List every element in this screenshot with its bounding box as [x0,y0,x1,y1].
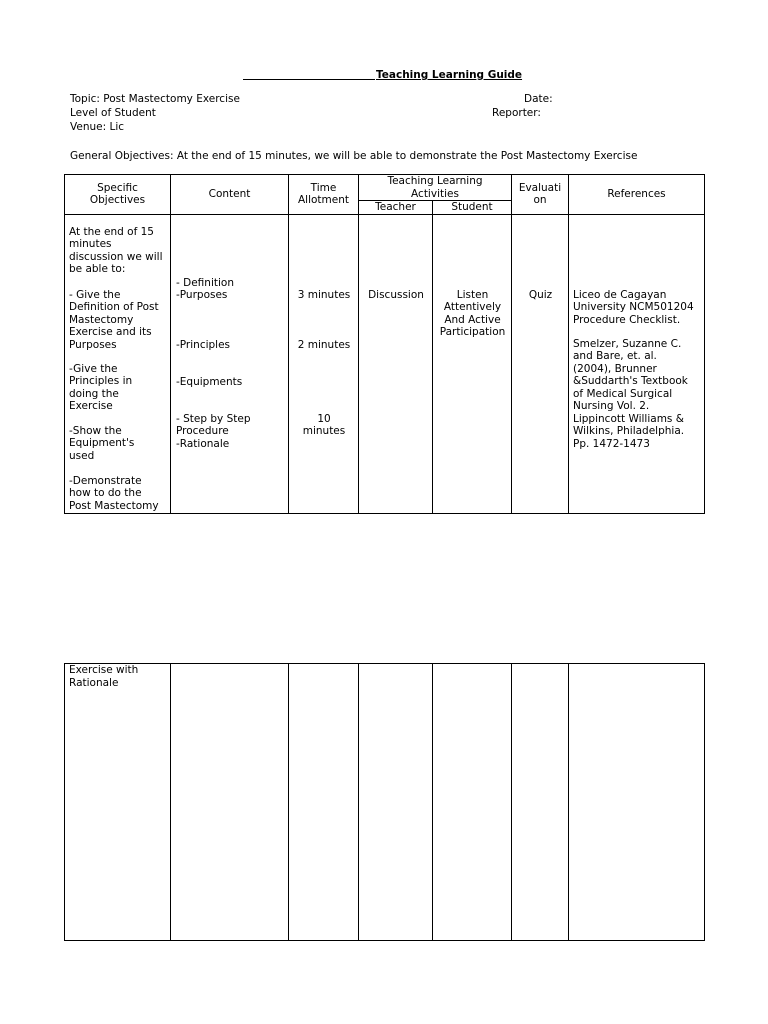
teacher-cell [359,214,433,513]
continuation-table [64,663,705,941]
student-cell [433,214,512,513]
evaluation-cell [512,214,569,513]
objective-definition: - Give the Definition of Post Mastectomy Exercise and its Purposes [69,288,159,351]
time-cell [289,214,359,513]
content-procedure: - Step by Step Procedure -Rationale [176,412,251,450]
student-activity: Listen Attentively And Active Participation [439,288,506,338]
header-teaching-learning-activities: Teaching Learning Activities [359,175,512,201]
objectives-cell [65,214,171,513]
continuation-time-cell [289,664,359,941]
title-underline-blank [243,79,375,80]
header-evaluation: Evaluati on [512,175,569,215]
page-title: Teaching Learning Guide [376,69,523,81]
reference-liceo: Liceo de Cagayan University NCM501204 Procedure Checklist. [573,288,694,326]
continuation-evaluation-cell [512,664,569,941]
header-student: Student [433,201,512,215]
objective-principles: -Give the Principles in doing the Exercise [69,362,133,412]
continuation-student-cell [433,664,512,941]
content-cell [171,214,289,513]
continuation-teacher-cell [359,664,433,941]
evaluation-quiz: Quiz [528,288,553,301]
general-objectives: General Objectives: At the end of 15 minutes, we will be able to demonstrate the Post Mastectomy Exercise [70,150,638,162]
level-label: Level of Student [70,107,156,119]
reporter-label: Reporter: [492,107,541,119]
venue-label: Venue: Lic [70,121,125,133]
objectives-intro: At the end of 15 minutes discussion we will be able to: [69,225,163,275]
time-3-minutes: 3 minutes [297,288,351,301]
teaching-guide-table [64,174,705,514]
objective-equipments: -Show the Equipment's used [69,424,135,462]
references-cell [569,214,705,513]
header-references: References [569,175,705,215]
continuation-content-cell [171,664,289,941]
continuation-references-cell [569,664,705,941]
objective-demonstrate: -Demonstrate how to do the Post Mastectomy [69,474,159,512]
teacher-activity: Discussion [368,288,424,301]
header-time-allotment: Time Allotment [289,175,359,215]
topic-label: Topic: Post Mastectomy Exercise [70,93,240,105]
continuation-objectives-cell [65,664,171,941]
date-label: Date: [524,93,553,105]
header-specific-objectives: Specific Objectives [65,175,171,215]
header-teacher: Teacher [359,201,433,215]
content-equipments: -Equipments [176,375,243,388]
continuation-objective: Exercise with Rationale [69,664,139,689]
header-content: Content [171,175,289,215]
time-10-minutes: 10 minutes [302,412,346,437]
reference-smelzer: Smelzer, Suzanne C. and Bare, et. al. (2004), Brunner &Suddarth's Textbook of Medical Surgical Nursing Vol. 2. Lippincott Williams & Wilkins, Philadelphia. Pp. 1472-1473 [573,337,688,450]
content-definition: - Definition -Purposes [176,276,234,301]
time-2-minutes: 2 minutes [297,338,351,351]
content-principles: -Principles [176,338,231,351]
